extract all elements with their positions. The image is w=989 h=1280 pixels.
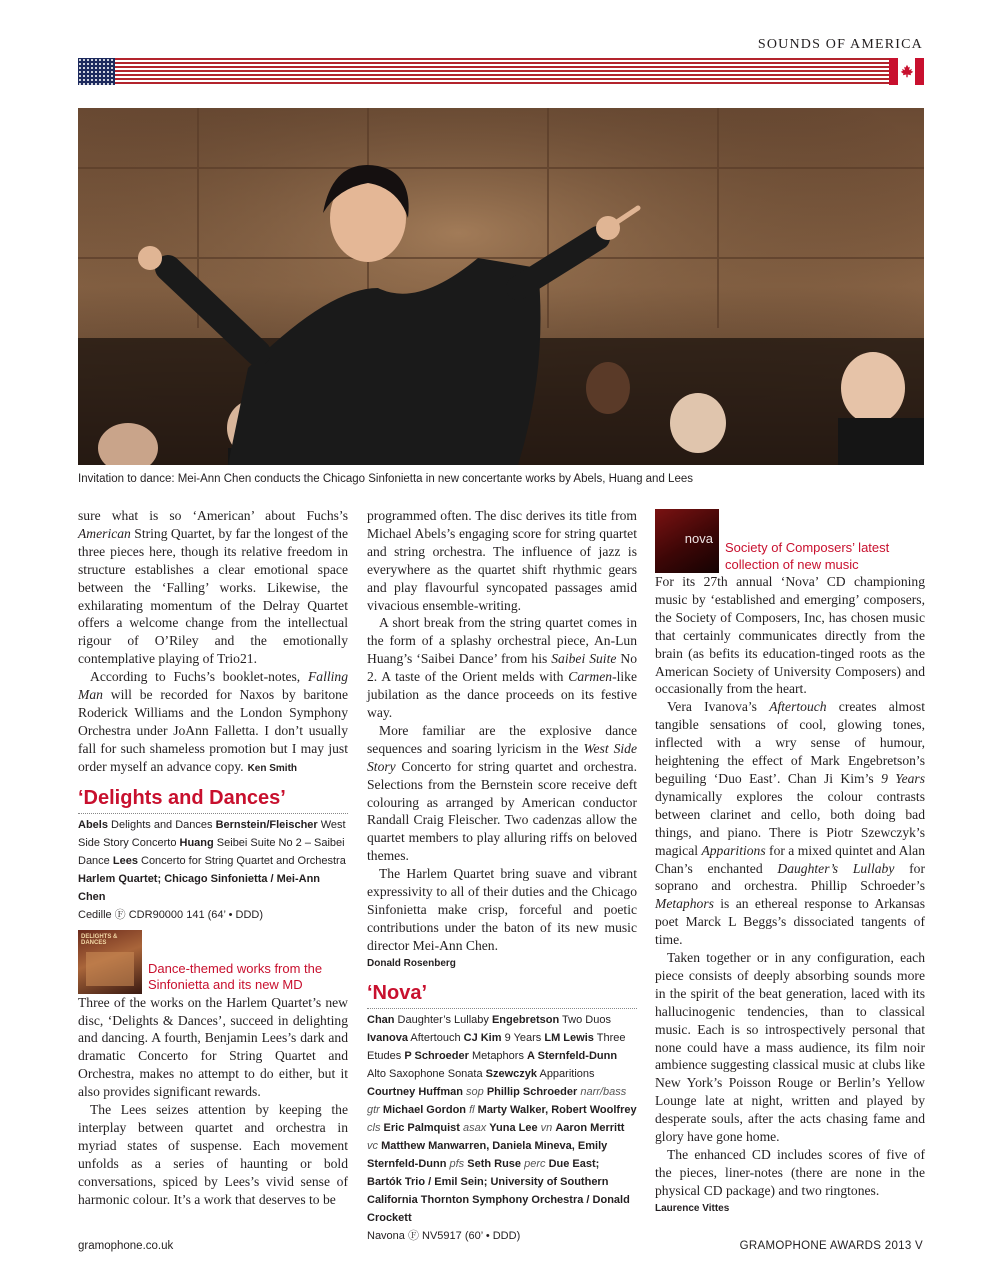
section-title: SOUNDS OF AMERICA [757, 37, 923, 52]
byline: Donald Rosenberg [367, 957, 456, 969]
concert-photo [78, 108, 924, 465]
byline: Laurence Vittes [655, 1202, 730, 1214]
flag-banner [78, 58, 924, 85]
catalogue-label: Navona Ⓕ NV5917 (60’ • DDD) [367, 1229, 521, 1242]
us-flag-canton [78, 58, 115, 85]
footer-page-label: GRAMOPHONE AWARDS 2013 V [739, 1240, 923, 1252]
paragraph: Vera Ivanova’s Aftertouch creates almost tangible sensations of cool, glowing tones, inflected with a wry sense of humour, heightening the effect of Mark Engebretson’s beguiling ‘Duo East’. Chan Ji Kim’s 9 Years dynamically explores the colour contrasts between clarinet and cello, both doing bad things, and piano. There is Piotr Szewczyk’s magical Apparitions for a mixed quintet and Alan Chan’s enchanted Daughter’s Lullaby for soprano and orchestra. Phillip Schroeder’s Metaphors is an ethereal response to Arkansas poet Marck L Beggs’s dissociated tangents of time. [655, 699, 925, 948]
paragraph: The Lees seizes attention by keeping the interplay between quartet and orchestra in myriad states of suspense. Each movement unfolds as a series of haunting or bold conversations, spiced by Lees’s vivid sense of harmonic colour. It’s a work that deserves to be [78, 1102, 348, 1207]
cd-tagline: Dance-themed works from the Sinfonietta and its new MD [148, 960, 323, 993]
cd-tagline: Society of Composers’ latest collection of new music [725, 540, 890, 572]
paragraph: The enhanced CD includes scores of five of the pieces, liner-notes (there are none in the physical CD package) and two ringtones. [655, 1147, 925, 1198]
paragraph: Three of the works on the Harlem Quartet’s new disc, ‘Delights & Dances’, succeed in delighting and dancing. A fourth, Benjamin Lees’s dark and dramatic Concerto for String Quartet and Orchestra, makes no attempt to do either, but it also provides significant rewards. [78, 994, 348, 1100]
cd-header [78, 930, 348, 994]
review-title: ‘Nova’ [367, 981, 637, 1009]
column-1 [78, 507, 348, 1208]
paragraph: The Harlem Quartet bring suave and vibrant expressivity to all of their duties and the Chicago Sinfonietta make crisp, forceful and poetic contributions under the baton of its new music director Mei-Ann Chen. [367, 866, 637, 953]
canada-flag-icon [889, 58, 924, 85]
review-details: Abels Delights and Dances Bernstein/Fleischer West Side Story Concerto Huang Seibei Suite No 2 – Saibei Dance Lees Concerto for String Quartet and Orchestra Harlem Quartet; Chicago Sinfonietta / Mei-Ann Chen Cedille Ⓕ CDR90000 141 (64’ • DDD) [78, 818, 346, 921]
column-3 [655, 509, 925, 1218]
performers: Harlem Quartet; Chicago Sinfonietta / Mei-Ann Chen [78, 872, 321, 903]
cd-cover-nova: nova [655, 509, 719, 573]
review-details: Chan Daughter’s Lullaby Engebretson Two Duos Ivanova Aftertouch CJ Kim 9 Years LM Lewis Three Etudes P Schroeder Metaphors A Sternfeld-Dunn Alto Saxophone Sonata Szewczyk Apparitions Courtney Huffman sop Phillip Schroeder narr/bass gtr Michael Gordon fl Marty Walker, Robert Woolfrey cls Eric Palmquist asax Yuna Lee vn Aaron Merritt vc Matthew Manwarren, Daniela Mineva, Emily Sternfeld-Dunn pfs Seth Ruse perc Due East; Bartók Trio / Emil Sein; University of Southern California Thornton Symphony Orchestra / Donald Crockett Navona Ⓕ NV5917 (60’ • DDD) [367, 1013, 637, 1242]
review-title: ‘Delights and Dances’ [78, 786, 348, 814]
cd-header [655, 509, 925, 573]
paragraph: According to Fuchs’s booklet-notes, Falling Man will be recorded for Naxos by baritone Roderick Williams and the London Symphony Orchestra under JoAnn Falletta. I don’t usually fall for such shameless promotion but I may just order myself an advance copy. Ken Smith [78, 669, 348, 774]
photo-caption: Invitation to dance: Mei-Ann Chen conducts the Chicago Sinfonietta in new concertante works by Abels, Huang and Lees [78, 473, 693, 485]
paragraph: sure what is so ‘American’ about Fuchs’s American String Quartet, by far the longest of the three pieces here, though its relative freedom in structure establishes a clear emotional space between the ‘Falling’ works. Likewise, the exhilarating momentum of the Delray Quartet offers a welcome change from the intellectual rigour of O’Riley and the emotionally contemplative playing of Trio21. [78, 508, 348, 667]
cd-cover-delights: DELIGHTS & DANCES [78, 930, 142, 994]
paragraph: A short break from the string quartet comes in the form of a splashy orchestral piece, An-Lun Huang’s ‘Saibei Dance’ from his Saibei Suite No 2. A taste of the Orient melds with Carmen-like jubilation as the dance proceeds on its festive way. [367, 615, 638, 720]
paragraph: More familiar are the explosive dance sequences and soaring lyricism in the West Side Story Concerto for string quartet and orchestra. Selections from the Bernstein score receive deft colouring as arranged by American conductor Randall Craig Fleischer. Two cadenzas allow the quartet members to play alluring riffs on beloved themes. [367, 722, 638, 864]
column-2 [367, 507, 637, 1245]
footer-website: gramophone.co.uk [78, 1240, 174, 1252]
paragraph: For its 27th annual ‘Nova’ CD championing music by ‘established and emerging’ composers, the Society of Composers, Inc, has chosen music that certainly communicates directly from the brain (as befits its education-tinged roots as the American Society of University Composers) and occasionally from the heart. [655, 574, 925, 697]
paragraph: programmed often. The disc derives its title from Michael Abels’s engaging score for string quartet and string orchestra. The influence of jazz is everywhere as the quartet shift rhythmic gears and play flavourful syncopated passages amid vivacious ensemble-writing. [367, 508, 637, 613]
catalogue-label: Cedille Ⓕ CDR90000 141 (64’ • DDD) [78, 908, 264, 921]
maple-leaf-icon [900, 64, 914, 78]
paragraph: Taken together or in any configuration, each piece consists of deeply absorbing sounds more in the spirit of the beat generation, laced with its hallucinogenic tendencies, than to classical music. Each is so introspectively personal that none could have a mass audience, its film noir ambience suggesting classical music at clubs like New York’s Poisson Rouge or Berlin’s Yellow Lounge late at night, written and played by desperate souls, after the acts chasing fame and glory have gone home. [655, 950, 925, 1145]
byline: Ken Smith [247, 762, 298, 774]
